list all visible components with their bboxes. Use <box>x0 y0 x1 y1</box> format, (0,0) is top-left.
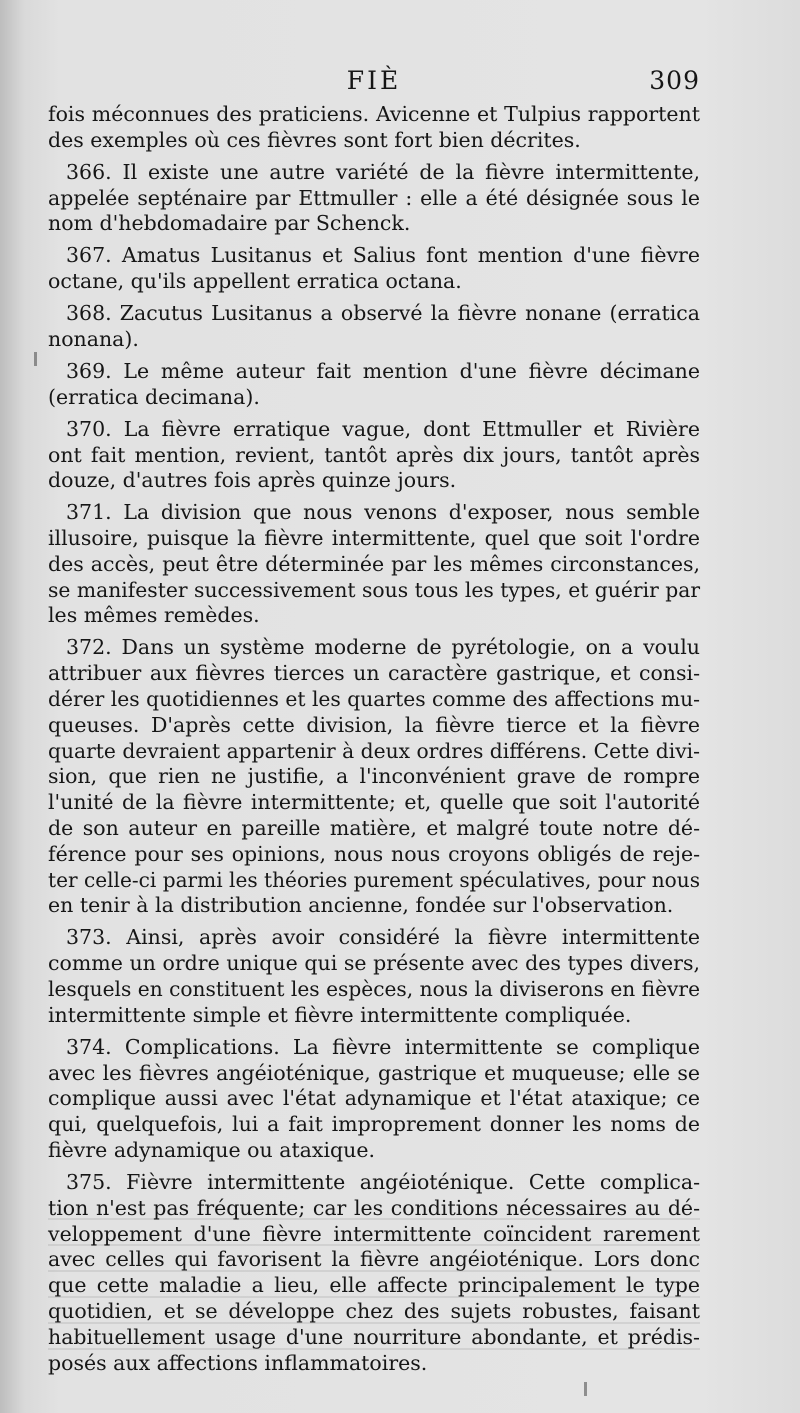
text-line: posés aux affections inflammatoires. <box>48 1350 428 1375</box>
text-line: des accès, peut être déterminée par les mêmes circonstances, <box>48 551 700 576</box>
text-line: férence pour ses opinions, nous nous croyons obligés de reje- <box>48 841 700 866</box>
running-head: FIÈ <box>346 66 402 95</box>
text-line: de son auteur en pareille matière, et malgré toute notre dé- <box>48 816 700 841</box>
ink-speck <box>34 352 37 366</box>
text-line: octane, qu'ils appellent erratica octana. <box>48 269 462 294</box>
show-through-shading <box>48 1200 700 1350</box>
text-line: 374. Complications. La fièvre intermittente se complique <box>66 1034 700 1059</box>
text-line: que cette maladie a lieu, elle affecte principalement le type <box>48 1273 700 1298</box>
ink-speck <box>584 1382 587 1396</box>
text-line: 373. Ainsi, après avoir considéré la fièvre intermittente <box>66 925 700 950</box>
text-line: douze, d'autres fois après quinze jours. <box>48 468 457 493</box>
text-line: fois méconnues des praticiens. Avicenne et Tulpius rapportent <box>48 102 700 126</box>
paragraph-372 <box>48 635 700 919</box>
text-line: dérer les quotidiennes et les quartes comme des affections mu- <box>48 687 700 712</box>
text-line: tion n'est pas fréquente; car les conditions nécessaires au dé- <box>48 1195 700 1220</box>
text-line: sion, que rien ne justifie, a l'inconvénient grave de rompre <box>48 764 700 789</box>
text-line: ter celle-ci parmi les théories purement spéculatives, pour nous <box>48 867 701 892</box>
paragraph-370 <box>48 417 700 494</box>
text-line: en tenir à la distribution ancienne, fondée sur l'observation. <box>48 893 674 918</box>
text-line: attribuer aux fièvres tierces un caractère gastrique, et consi- <box>48 661 700 686</box>
paragraph-367 <box>48 243 700 295</box>
text-line: queuses. D'après cette division, la fièvre tierce et la fièvre <box>48 712 700 737</box>
text-line: 370. La fièvre erratique vague, dont Ettmuller et Rivière <box>66 416 700 441</box>
text-line: fièvre adynamique ou ataxique. <box>48 1137 375 1162</box>
paragraph-369 <box>48 359 700 411</box>
text-line: illusoire, puisque la fièvre intermittente, quel que soit l'ordre <box>48 526 700 551</box>
paragraph-continued <box>48 102 700 154</box>
text-line: 372. Dans un système moderne de pyrétologie, on a voulu <box>66 635 700 660</box>
text-line: 366. Il existe une autre variété de la fièvre intermittente, <box>66 159 700 184</box>
text-line: (erratica decimana). <box>48 384 260 409</box>
text-line: lesquels en constituent les espèces, nous la diviserons en fièvre <box>48 977 701 1001</box>
text-line: 371. La division que nous venons d'exposer, nous semble <box>66 500 700 525</box>
text-line: appelée septénaire par Ettmuller : elle a été désignée sous le <box>48 185 700 210</box>
text-line: l'unité de la fièvre intermittente; et, quelle que soit l'autorité <box>48 790 700 815</box>
text-line: des exemples où ces fièvres sont fort bien décrites. <box>48 127 581 152</box>
text-line: avec celles qui favorisent la fièvre angéioténique. Lors donc <box>48 1247 700 1272</box>
text-line: qui, quelquefois, lui a fait improprement donner les noms de <box>48 1112 700 1137</box>
text-line: se manifester successivement sous tous les types, et guérir par <box>48 577 701 602</box>
text-line: 369. Le même auteur fait mention d'une fièvre décimane <box>66 358 700 383</box>
text-line: 368. Zacutus Lusitanus a observé la fièvre nonane (erratica <box>66 301 700 326</box>
paragraph-371 <box>48 500 700 629</box>
body-text <box>48 102 700 1376</box>
text-line: nom d'hebdomadaire par Schenck. <box>48 211 411 236</box>
text-line: quotidien, et se développe chez des sujets robustes, faisant <box>48 1298 700 1323</box>
text-line: avec les fièvres angéioténique, gastrique et muqueuse; elle se <box>48 1060 700 1085</box>
text-line: veloppement d'une fièvre intermittente coïncident rarement <box>48 1221 700 1246</box>
page-number: 309 <box>649 66 700 95</box>
text-line: les mêmes remèdes. <box>48 603 260 628</box>
text-line: quarte devraient appartenir à deux ordres différens. Cette divi- <box>48 738 701 763</box>
paragraph-368 <box>48 301 700 353</box>
paragraph-373 <box>48 925 700 1028</box>
text-line: 375. Fièvre intermittente angéioténique. Cette complica- <box>66 1169 700 1194</box>
text-line: nonana). <box>48 326 139 351</box>
text-line: 367. Amatus Lusitanus et Salius font mention d'une fièvre <box>66 243 700 268</box>
text-line: complique aussi avec l'état adynamique et l'état ataxique; ce <box>48 1086 700 1111</box>
text-line: habituellement usage d'une nourriture abondante, et prédis- <box>48 1324 700 1349</box>
text-line: intermittente simple et fièvre intermittente compliquée. <box>48 1002 632 1027</box>
paragraph-366 <box>48 160 700 237</box>
text-line: comme un ordre unique qui se présente avec des types divers, <box>48 951 700 976</box>
paragraph-374 <box>48 1035 700 1164</box>
page-header <box>48 66 700 100</box>
text-line: ont fait mention, revient, tantôt après dix jours, tantôt après <box>48 442 700 467</box>
